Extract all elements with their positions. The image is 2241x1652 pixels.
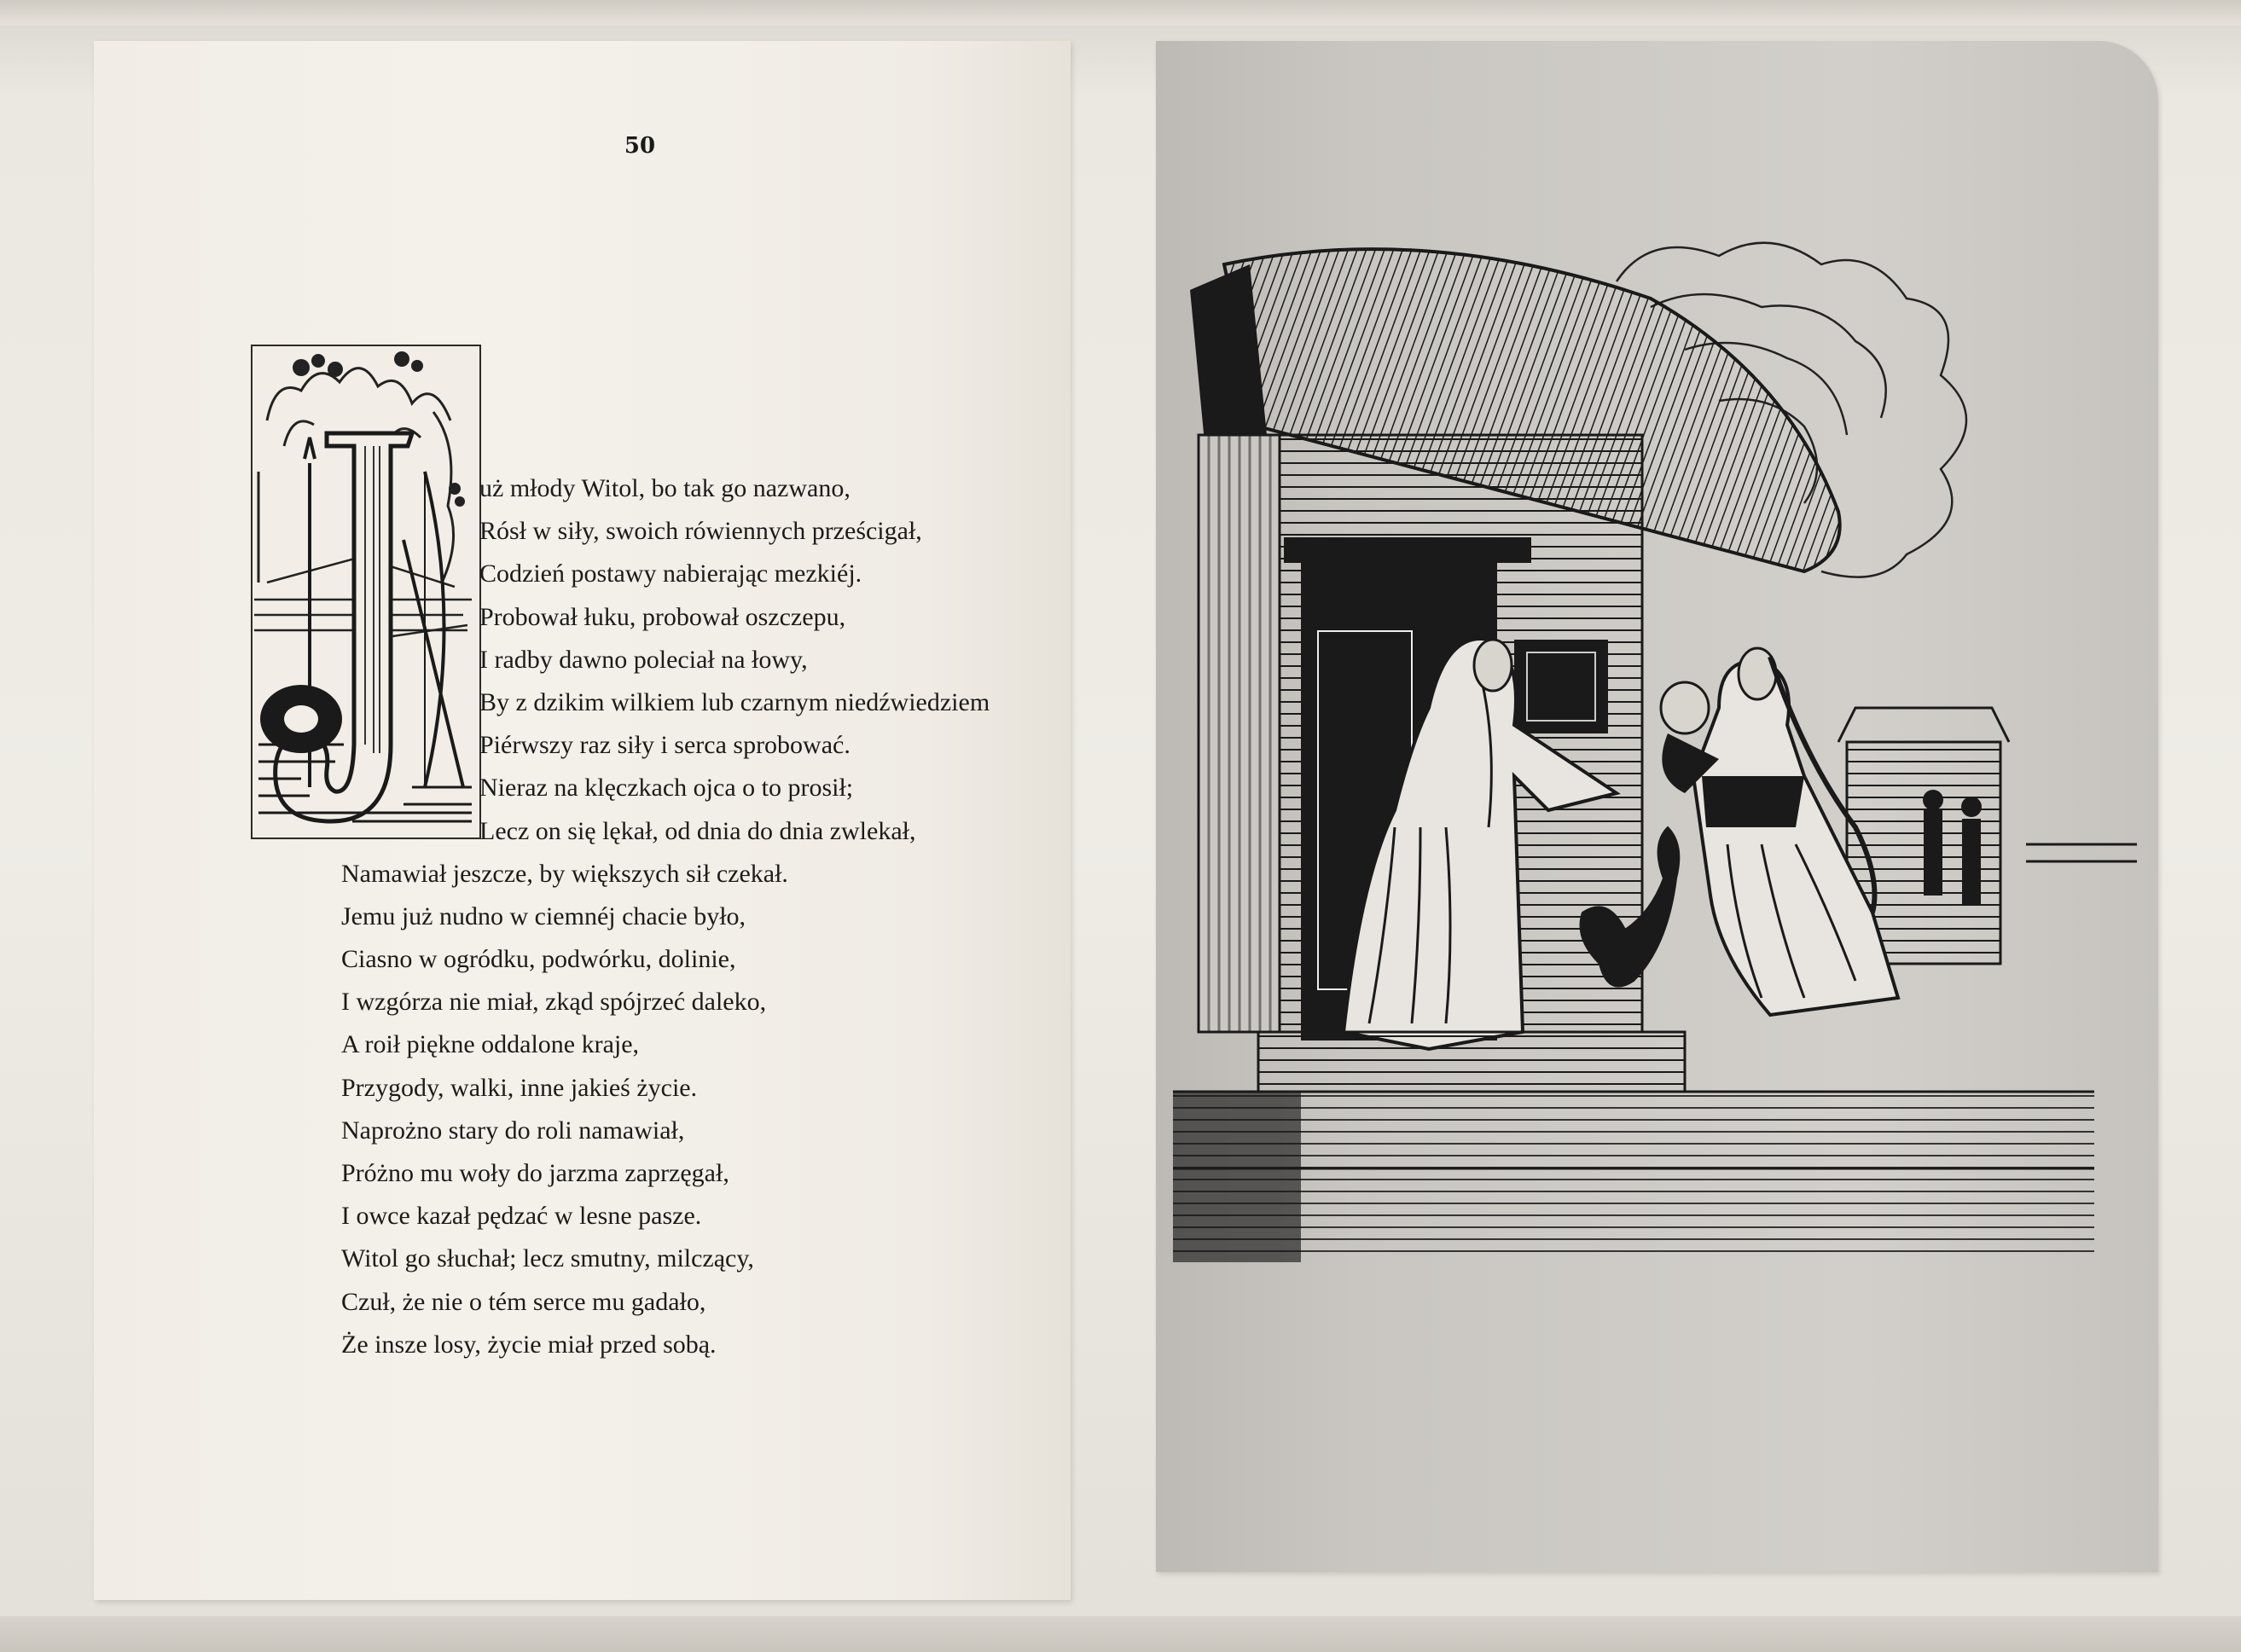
- poem-line: Jemu już nudno w ciemnéj chacie było,: [341, 901, 746, 930]
- poem-line: Próżno mu woły do jarzma zaprzęgał,: [341, 1159, 729, 1187]
- poem-line: I wzgórza nie miał, zkąd spójrzeć daleko,: [341, 988, 767, 1017]
- poem-line: Czuł, że nie o tém serce mu gadało,: [341, 1287, 706, 1316]
- poem-line: Rósł w siły, swoich rówiennych prześcigał,: [479, 517, 922, 546]
- poem-line: Codzień postawy nabierając mezkiéj.: [479, 559, 862, 588]
- book-top-edge: [0, 0, 2241, 26]
- poem-line: Przygody, walki, inne jakieś życie.: [341, 1073, 698, 1102]
- poem-line: I radby dawno poleciał na łowy,: [479, 645, 808, 674]
- poem-line: Ciasno w ogródku, podwórku, dolinie,: [341, 945, 736, 974]
- woodcut-illustration: [1173, 230, 2137, 1279]
- poem-line: Namawiał jeszcze, by większych sił czekał.: [341, 859, 788, 888]
- poem-line: Piérwszy raz siły i serca sprobować.: [479, 731, 851, 760]
- poem-line: Że insze losy, życie miał przed sobą.: [341, 1330, 717, 1359]
- poem-line: I owce kazał pędzać w lesne pasze.: [341, 1202, 702, 1231]
- poem-line: Lecz on się lękał, od dnia do dnia zwlekał,: [479, 816, 916, 845]
- page-number: 50: [624, 133, 656, 159]
- poem-line: Probował łuku, probował oszczepu,: [479, 602, 846, 631]
- poem-line: Naprożno stary do roli namawiał,: [341, 1116, 685, 1145]
- poem-line: Nieraz na klęczkach ojca o to prosił;: [479, 774, 854, 803]
- poem-line: Witol go słuchał; lecz smutny, milczący,: [341, 1244, 754, 1273]
- distant-houses: [1838, 708, 2137, 964]
- book-bottom-edge: [0, 1616, 2241, 1652]
- poem-line: A roił piękne oddalone kraje,: [341, 1030, 640, 1059]
- poem-line: uż młody Witol, bo tak go nazwano,: [479, 474, 851, 502]
- doorstep: [1258, 1032, 1685, 1092]
- poem-line: By z dzikim wilkiem lub czarnym niedźwiedziem: [479, 687, 990, 716]
- poem-text: [341, 467, 1058, 1366]
